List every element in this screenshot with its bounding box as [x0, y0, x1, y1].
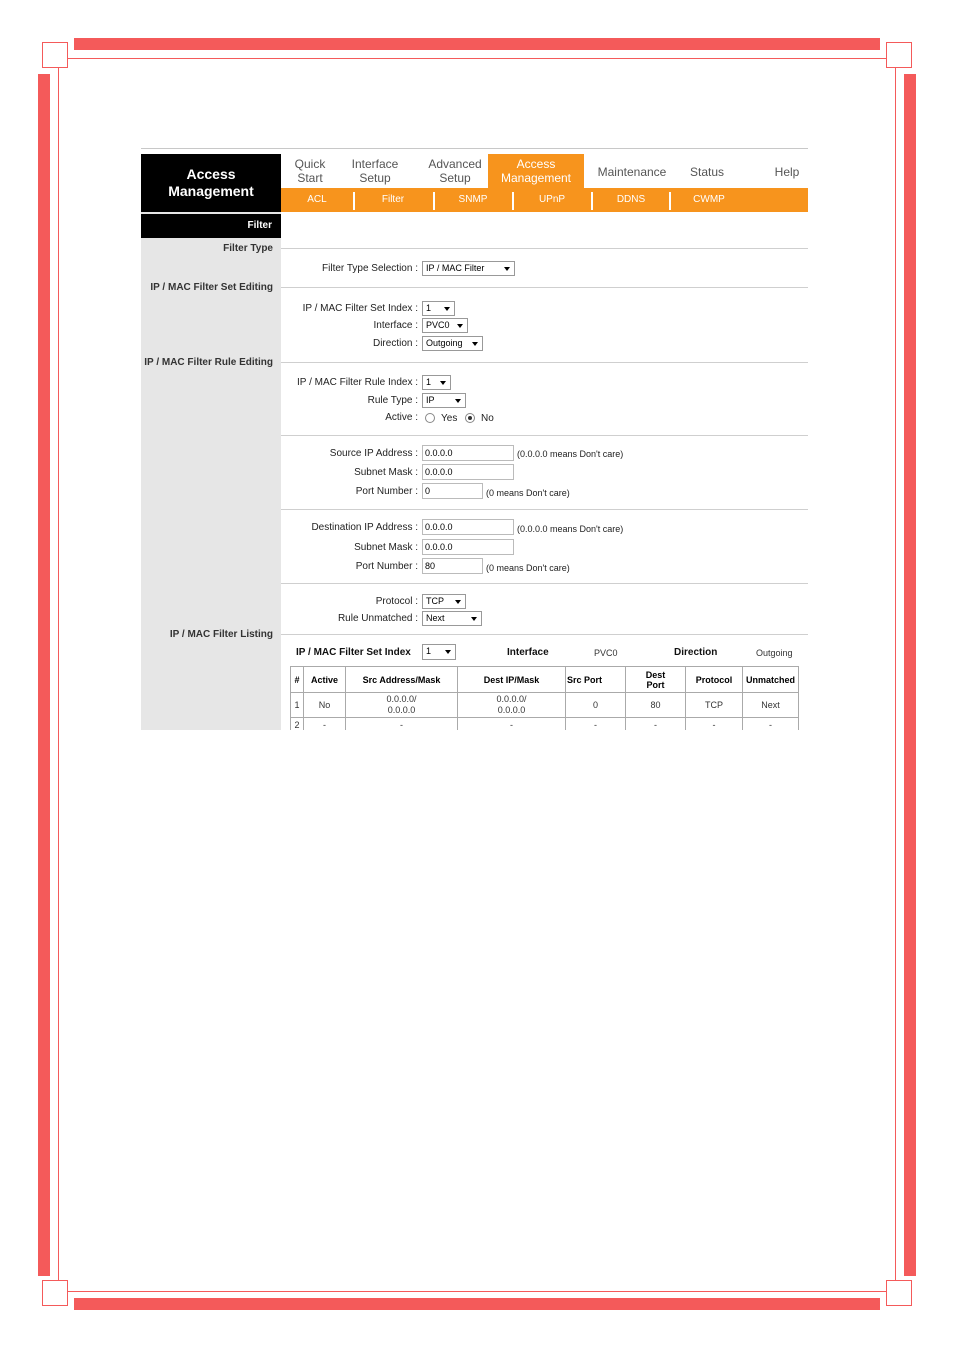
table-cell: 80 — [626, 693, 686, 718]
listing-set-index-label: IP / MAC Filter Set Index — [296, 647, 411, 658]
divider — [281, 248, 808, 249]
active-yes-radio[interactable] — [425, 413, 435, 423]
column-header: Dest Port — [626, 667, 686, 693]
submenu-separator — [353, 192, 355, 210]
direction-value: Outgoing — [426, 338, 463, 348]
chevron-down-icon — [445, 650, 451, 654]
table-row — [291, 693, 799, 718]
table-cell: - — [304, 718, 346, 731]
submenu-separator — [433, 192, 435, 210]
submenu-upnp[interactable]: UPnP — [538, 194, 566, 205]
destination-port-note: (0 means Don't care) — [486, 563, 570, 573]
column-header: Src Address/Mask — [346, 667, 458, 693]
source-port-input[interactable]: 0 — [422, 483, 483, 499]
table-cell: - — [743, 718, 799, 731]
menu-advanced-setup[interactable] — [413, 154, 497, 188]
divider — [281, 509, 808, 510]
menu-label: Management — [500, 171, 572, 185]
menu-label: Status — [689, 165, 725, 179]
source-port-note: (0 means Don't care) — [486, 488, 570, 498]
menu-interface-setup[interactable] — [341, 154, 409, 188]
table-cell: 1 — [291, 693, 304, 718]
sub-menu — [281, 188, 808, 212]
menu-label: Maintenance — [597, 165, 667, 179]
menu-access-management[interactable] — [488, 154, 584, 188]
table-header-row — [291, 667, 799, 693]
submenu-filter[interactable]: Filter — [381, 194, 405, 205]
destination-mask-label: Subnet Mask : — [354, 542, 418, 553]
table-cell: 0.0.0.0/ 0.0.0.0 — [458, 693, 566, 718]
source-ip-note: (0.0.0.0 means Don't care) — [517, 449, 624, 459]
destination-port-input[interactable]: 80 — [422, 558, 483, 574]
submenu-separator — [669, 192, 671, 210]
table-cell: TCP — [686, 693, 743, 718]
column-header: Src Port — [566, 667, 626, 693]
submenu-ddns[interactable]: DDNS — [616, 194, 646, 205]
rule-unmatched-select[interactable] — [422, 611, 482, 626]
source-mask-input[interactable]: 0.0.0.0 — [422, 464, 514, 480]
protocol-select[interactable] — [422, 594, 466, 609]
menu-label: Setup — [359, 171, 391, 185]
table-cell: - — [346, 718, 458, 731]
destination-ip-note: (0.0.0.0 means Don't care) — [517, 524, 624, 534]
menu-maintenance[interactable] — [591, 154, 673, 188]
submenu-separator — [512, 192, 514, 210]
sidebar-label-set-editing: IP / MAC Filter Set Editing — [150, 282, 273, 293]
source-mask-label: Subnet Mask : — [354, 467, 418, 478]
rule-type-label: Rule Type : — [367, 395, 418, 406]
active-yes-label: Yes — [441, 413, 458, 424]
menu-label: Start — [297, 171, 323, 185]
main-menu — [281, 154, 808, 188]
destination-mask-input[interactable]: 0.0.0.0 — [422, 539, 514, 555]
listing-interface-label: Interface — [507, 647, 549, 658]
sidebar-label-rule-editing: IP / MAC Filter Rule Editing — [144, 357, 273, 368]
table-cell: - — [686, 718, 743, 731]
direction-select[interactable] — [422, 336, 483, 351]
menu-help[interactable] — [759, 154, 808, 188]
menu-status[interactable] — [679, 154, 735, 188]
listing-set-index-select[interactable] — [422, 644, 456, 660]
table-row — [291, 718, 799, 731]
menu-quick-start[interactable] — [281, 154, 339, 188]
destination-ip-label: Destination IP Address : — [311, 522, 418, 533]
chevron-down-icon — [472, 342, 478, 346]
column-header: # — [291, 667, 304, 693]
submenu-acl[interactable]: ACL — [307, 194, 327, 205]
rule-type-value: IP — [426, 395, 435, 405]
filter-listing-table — [290, 666, 799, 730]
menu-label: Interface — [351, 157, 399, 171]
filter-type-select[interactable] — [422, 261, 515, 276]
destination-ip-input[interactable]: 0.0.0.0 — [422, 519, 514, 535]
interface-select[interactable] — [422, 318, 468, 333]
router-admin-page — [141, 148, 808, 730]
submenu-cwmp[interactable]: CWMP — [693, 194, 725, 205]
source-ip-label: Source IP Address : — [329, 448, 418, 459]
chevron-down-icon — [444, 307, 450, 311]
listing-direction-label: Direction — [674, 647, 718, 658]
destination-port-label: Port Number : — [355, 561, 418, 572]
active-no-label: No — [481, 413, 494, 424]
sidebar-label-listing: IP / MAC Filter Listing — [169, 629, 273, 640]
set-index-select[interactable] — [422, 301, 455, 316]
active-label: Active : — [385, 412, 418, 423]
chevron-down-icon — [471, 617, 477, 621]
interface-value: PVC0 — [426, 320, 450, 330]
filter-type-value: IP / MAC Filter — [426, 263, 485, 273]
chevron-down-icon — [455, 600, 461, 604]
column-header: Protocol — [686, 667, 743, 693]
table-cell: No — [304, 693, 346, 718]
protocol-label: Protocol : — [375, 596, 418, 607]
protocol-value: TCP — [426, 596, 444, 606]
column-header: Active — [304, 667, 346, 693]
chevron-down-icon — [440, 381, 446, 385]
table-cell: - — [626, 718, 686, 731]
table-cell: 0 — [566, 693, 626, 718]
divider — [281, 362, 808, 363]
sidebar-label-filter-type: Filter Type — [223, 243, 273, 254]
rule-unmatched-value: Next — [426, 613, 445, 623]
chevron-down-icon — [455, 399, 461, 403]
rule-index-select[interactable] — [422, 375, 451, 390]
submenu-separator — [591, 192, 593, 210]
rule-index-label: IP / MAC Filter Rule Index : — [297, 377, 418, 388]
source-port-label: Port Number : — [355, 486, 418, 497]
filter-type-label: Filter Type Selection : — [322, 263, 418, 274]
top-divider — [141, 148, 808, 149]
menu-label: Help — [774, 165, 800, 179]
rule-index-value: 1 — [426, 377, 432, 387]
divider — [281, 287, 808, 288]
source-ip-input[interactable]: 0.0.0.0 — [422, 445, 514, 461]
table-cell: Next — [743, 693, 799, 718]
column-header: Unmatched — [743, 667, 799, 693]
table-cell: 0.0.0.0/ 0.0.0.0 — [346, 693, 458, 718]
listing-direction-value: Outgoing — [756, 648, 793, 658]
section-title-line2: Management — [168, 183, 254, 199]
listing-interface-value: PVC0 — [594, 648, 618, 658]
menu-label: Access — [516, 157, 556, 171]
submenu-snmp[interactable]: SNMP — [458, 194, 488, 205]
interface-label: Interface : — [373, 320, 418, 331]
divider — [281, 583, 808, 584]
column-header: Dest IP/Mask — [458, 667, 566, 693]
table-cell: - — [566, 718, 626, 731]
set-index-label: IP / MAC Filter Set Index : — [302, 303, 418, 314]
chevron-down-icon — [504, 267, 510, 271]
listing-set-index-value: 1 — [426, 646, 432, 656]
active-no-radio[interactable] — [465, 413, 475, 423]
menu-label: Quick — [294, 157, 326, 171]
section-title-line1: Access — [186, 166, 236, 182]
rule-type-select[interactable] — [422, 393, 466, 408]
table-cell: 2 — [291, 718, 304, 731]
menu-label: Setup — [439, 171, 471, 185]
menu-label: Advanced — [428, 157, 482, 171]
section-title — [141, 154, 281, 212]
table-cell: - — [458, 718, 566, 731]
direction-label: Direction : — [372, 338, 418, 349]
divider — [281, 634, 808, 635]
set-index-value: 1 — [426, 303, 432, 313]
rule-unmatched-label: Rule Unmatched : — [337, 613, 418, 624]
chevron-down-icon — [457, 324, 463, 328]
sidebar-item-filter[interactable]: Filter — [141, 214, 281, 238]
divider — [281, 435, 808, 436]
